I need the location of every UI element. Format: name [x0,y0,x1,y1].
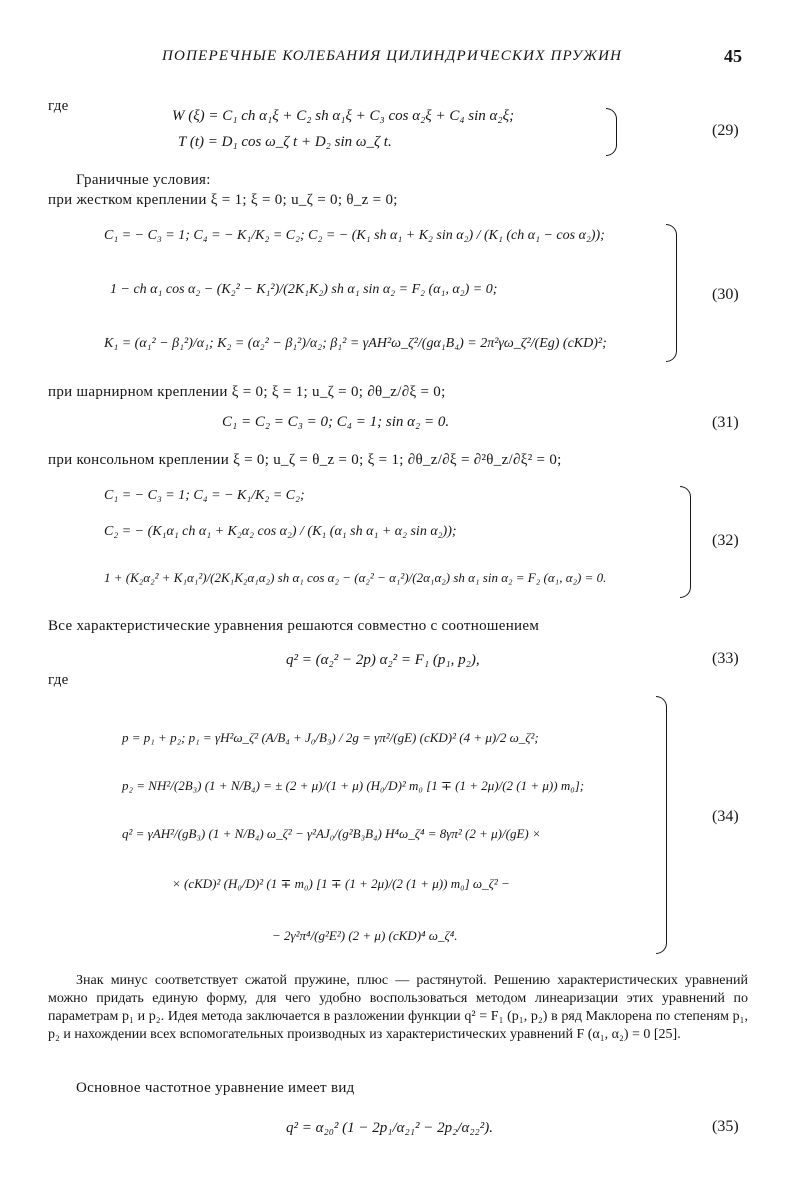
eq32-line2: C₂ = − (K₁α₁ ch α₁ + K₂α₂ cos α₂) / (K₁ (α₁ sh α₁ + α₂ sin α₂)); [104,524,457,539]
eq34-line2: p₂ = NH²/(2B₃) (1 + N/B₄) = ± (2 + μ)/(1 + μ) (H₀/D)² m₀ [1 ∓ (1 + 2μ)/(2 (1 + μ)) m₀]; [122,778,585,793]
eq34-line1: p = p₁ + p₂; p₁ = γH²ω_ζ² (A/B₄ + J₀/B₃) / 2g = γπ²/(gE) (cKD)² (4 + μ)/2 ω_ζ²; [122,730,539,745]
eq31-number: (31) [712,414,739,431]
eq30-line2: 1 − ch α₁ cos α₂ − (K₂² − K₁²)/(2K₁K₂) sh α₁ sin α₂ = F₂ (α₁, α₂) = 0; [110,282,498,297]
eq33-number: (33) [712,650,739,667]
eq32-number: (32) [712,532,739,549]
hinged-condition: при шарнирном креплении ξ = 0; ξ = 1; u_ζ = 0; ∂θ_z/∂ξ = 0; [48,384,446,400]
eq34-line5: − 2γ²π⁴/(g²E²) (2 + μ) (cKD)⁴ ω_ζ⁴. [272,928,458,943]
eq29-number: (29) [712,122,739,139]
eq30-line3: K₁ = (α₁² − β₁²)/α₁; K₂ = (α₂² − β₁²)/α₂; β₁² = γAH²ω_ζ²/(gα₁B₄) = 2π²γω_ζ²/(Eg) (cKD)²; [104,336,607,351]
cantilever-condition: при консольном креплении ξ = 0; u_ζ = θ_z = 0; ξ = 1; ∂θ_z/∂ξ = ∂²θ_z/∂ξ² = 0; [48,452,562,468]
eq30-number: (30) [712,286,739,303]
eq34-number: (34) [712,808,739,825]
eq34-line3: q² = γAH²/(gB₃) (1 + N/B₄) ω_ζ² − γ²AJ₀/(g²B₃B₄) H⁴ω_ζ⁴ = 8γπ² (2 + μ)/(gE) × [122,826,541,841]
eq30-brace [666,224,677,362]
eq35-line: q² = α₂₀² (1 − 2p₁/α₂₁² − 2p₂/α₂₂²). [286,1120,494,1136]
eq34-brace [656,696,667,954]
eq34-line4: × (cKD)² (H₀/D)² (1 ∓ m₀) [1 ∓ (1 + 2μ)/(2 (1 + μ)) m₀] ω_ζ² − [172,876,510,891]
eq29-line1: W (ξ) = C₁ ch α₁ξ + C₂ sh α₁ξ + C₃ cos α₂ξ + C₄ sin α₂ξ; [172,108,515,124]
joint-text: Все характеристические уравнения решаются совместно с соотношением [48,618,540,634]
paragraph-1: Знак минус соответствует сжатой пружине, плюс — растянутой. Решению характеристических уравнений можно придать единую форму, для чего удобно воспользоваться методом линеаризации этих уравнений по параметрам p₁ и p₂. Идея метода заключается в разложении функции q² = F₁ (p₁, p₂) в ряд Маклорена по степеням p₁, p₂ и нахождении всех вспомогательных производных из характеристических уравнений F (α₁, α₂) = 0 [25]. [48,973,748,1042]
where-label: где [48,98,69,114]
where2-label: где [48,672,69,688]
eq29-line2: T (t) = D₁ cos ω_ζ t + D₂ sin ω_ζ t. [178,134,392,150]
eq32-brace [680,486,691,598]
boundary-title: Граничные условия: [76,172,211,188]
eq29-brace [606,108,617,156]
eq30-line1: C₁ = − C₃ = 1; C₄ = − K₁/K₂ = C₂; C₂ = − (K₁ sh α₁ + K₂ sin α₂) / (K₁ (ch α₁ − cos α₂)); [104,228,605,243]
eq31-line: C₁ = C₂ = C₃ = 0; C₄ = 1; sin α₂ = 0. [222,414,450,430]
paragraph-2: Основное частотное уравнение имеет вид [76,1080,355,1096]
page-number: 45 [724,46,742,66]
rigid-condition: при жестком креплении ξ = 1; ξ = 0; u_ζ = 0; θ_z = 0; [48,192,398,208]
eq32-line3: 1 + (K₂α₂² + K₁α₁²)/(2K₁K₂α₁α₂) sh α₁ cos α₂ − (α₂² − α₁²)/(2α₁α₂) sh α₁ sin α₂ = F₂ (α₁, α₂) = 0. [104,570,607,585]
eq32-line1: C₁ = − C₃ = 1; C₄ = − K₁/K₂ = C₂; [104,488,305,503]
eq35-number: (35) [712,1118,739,1135]
eq33-line: q² = (α₂² − 2p) α₂² = F₁ (p₁, p₂), [286,652,480,668]
running-title: ПОПЕРЕЧНЫЕ КОЛЕБАНИЯ ЦИЛИНДРИЧЕСКИХ ПРУЖИН [162,48,623,64]
